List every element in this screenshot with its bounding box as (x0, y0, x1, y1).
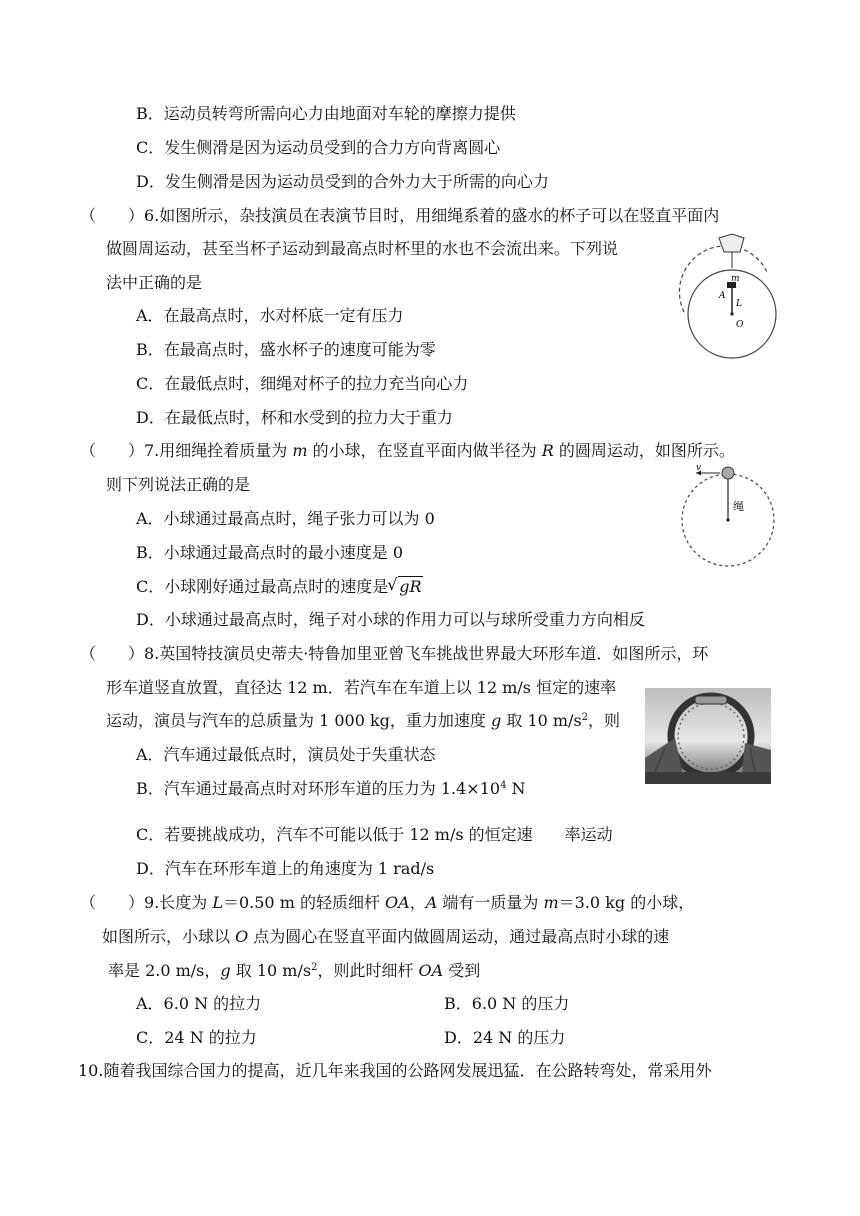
q8-option-c: C．若要挑战成功，汽车不可能以低于 12 m/s 的恒定速 率运动 (136, 825, 613, 844)
q8-stem-line1: （ ）8.英国特技演员史蒂夫·特鲁加里亚曾飞车挑战世界最大环形车道．如图所示，环 (80, 644, 709, 663)
q5-option-b: B．运动员转弯所需向心力由地面对车轮的摩擦力提供 (136, 104, 516, 123)
q9-stem-line3-part4: 受到 (443, 961, 481, 980)
q9-var-a: A (425, 893, 438, 912)
q6-option-b: B．在最高点时，盛水杯子的速度可能为零 (136, 340, 436, 359)
q6-option-c: C．在最低点时，细绳对杯子的拉力充当向心力 (136, 374, 469, 393)
q7-option-b: B．小球通过最高点时的最小速度是 0 (136, 543, 404, 562)
q7-sqrt-gr: √ gR (388, 576, 422, 598)
q8-superscript: 2 (581, 712, 589, 723)
q7-stem-part3: 的圆周运动，如图所示。 (553, 441, 735, 460)
q9-stem-part1: （ ）9.长度为 (80, 893, 213, 912)
q5-option-d: D．发生侧滑是因为运动员受到的合外力大于所需的向心力 (136, 172, 549, 191)
q9-var-m: m (543, 893, 559, 912)
q9-stem-line3-part3: ，则此时细杆 (317, 961, 419, 980)
q7-option-a: A．小球通过最高点时，绳子张力可以为 0 (136, 509, 435, 528)
q8-stem-line3-part3: ，则 (588, 711, 621, 730)
q6-option-a: A．在最高点时，水对杯底一定有压力 (136, 306, 404, 325)
q9-var-o: O (235, 927, 249, 946)
q6-stem-line3: 法中正确的是 (106, 273, 203, 292)
q5-option-c: C．发生侧滑是因为运动员受到的合力方向背离圆心 (136, 138, 501, 157)
q7-stem-line2: 则下列说法正确的是 (106, 475, 251, 494)
q9-option-a: A．6.0 N 的拉力 (136, 994, 262, 1013)
q8-stem-line3-part2: 取 10 m/s (501, 711, 582, 730)
q9-stem-part5: ＝3.0 kg 的小球， (558, 893, 695, 912)
q6-stem-line2: 做圆周运动，甚至当杯子运动到最高点时杯里的水也不会流出来。下列说 (106, 239, 619, 258)
q7-label-rope: 绳 (733, 500, 744, 513)
q9-var-oa: OA (385, 893, 410, 912)
q7-var-m: m (292, 441, 308, 460)
q6-label-m: m (731, 274, 740, 284)
q8-stem-line3 (106, 710, 620, 732)
q8-option-b-unit: N (506, 779, 526, 798)
q9-var-g: g (220, 961, 231, 980)
q6-figure-circle-diagram (672, 232, 782, 368)
q9-stem-line2 (102, 926, 669, 948)
q9-stem-line3 (108, 960, 480, 982)
q9-stem-part2: ＝0.50 m 的轻质细杆 (222, 893, 386, 912)
q7-label-v: v (696, 463, 702, 473)
q8-option-b-text: B．汽车通过最高点时对环形车道的压力为 1.4×10 (136, 779, 501, 798)
q9-stem-part4: 端有一质量为 (437, 893, 544, 912)
q9-var-l: L (212, 893, 223, 912)
q9-stem-line3-part2: 取 10 m/s (230, 961, 312, 980)
q7-option-c (136, 576, 423, 598)
q9-option-b: B．6.0 N 的压力 (444, 994, 570, 1013)
q9-superscript: 2 (311, 962, 318, 973)
q8-option-b-exp: 4 (500, 780, 507, 791)
q8-option-b (136, 778, 526, 800)
q10-stem-line1: 10.随着我国综合国力的提高，近几年来我国的公路网发展迅猛．在公路转弯处，常采用外 (78, 1061, 712, 1080)
q9-option-d: D．24 N 的压力 (444, 1028, 566, 1047)
q8-loop-track-photo (645, 688, 771, 784)
q7-stem-part2: 的小球，在竖直平面内做半径为 (307, 441, 542, 460)
q6-label-a: A (719, 291, 726, 301)
q9-stem-part3: ， (409, 893, 426, 912)
q9-stem-line2-part1: 如图所示，小球以 (102, 927, 236, 946)
q7-figure-circle-diagram (680, 462, 780, 576)
q8-var-g: g (491, 711, 502, 730)
q7-stem-line1 (80, 440, 735, 462)
q7-var-r: R (541, 441, 554, 460)
q9-var-oa2: OA (418, 961, 444, 980)
q6-label-o: O (736, 320, 744, 330)
q8-stem-line3-part1: 运动，演员与汽车的总质量为 1 000 kg，重力加速度 (106, 711, 492, 730)
q9-stem-line3-part1: 率是 2.0 m/s， (108, 961, 221, 980)
q9-option-c: C．24 N 的拉力 (136, 1028, 257, 1047)
q7-option-c-text: C．小球刚好通过最高点时的速度是 (136, 577, 389, 596)
q9-stem-line1 (80, 892, 694, 914)
q9-stem-line2-part2: 点为圆心在竖直平面内做圆周运动，通过最高点时小球的速 (248, 927, 670, 946)
q7-stem-part1: （ ）7.用细绳拴着质量为 (80, 441, 293, 460)
q6-option-d: D．在最低点时，杯和水受到的拉力大于重力 (136, 408, 453, 427)
q7-option-d: D．小球通过最高点时，绳子对小球的作用力可以与球所受重力方向相反 (136, 610, 645, 629)
q8-stem-line2: 形车道竖直放置，直径达 12 m．若汽车在车道上以 12 m/s 恒定的速率 (106, 678, 617, 697)
q6-stem-line1: （ ）6.如图所示，杂技演员在表演节目时，用细绳系着的盛水的杯子可以在竖直平面内 (80, 206, 720, 225)
q8-option-a: A．汽车通过最低点时，演员处于失重状态 (136, 745, 436, 764)
q8-option-d: D．汽车在环形车道上的角速度为 1 rad/s (136, 859, 435, 878)
q6-label-l: L (736, 299, 742, 309)
